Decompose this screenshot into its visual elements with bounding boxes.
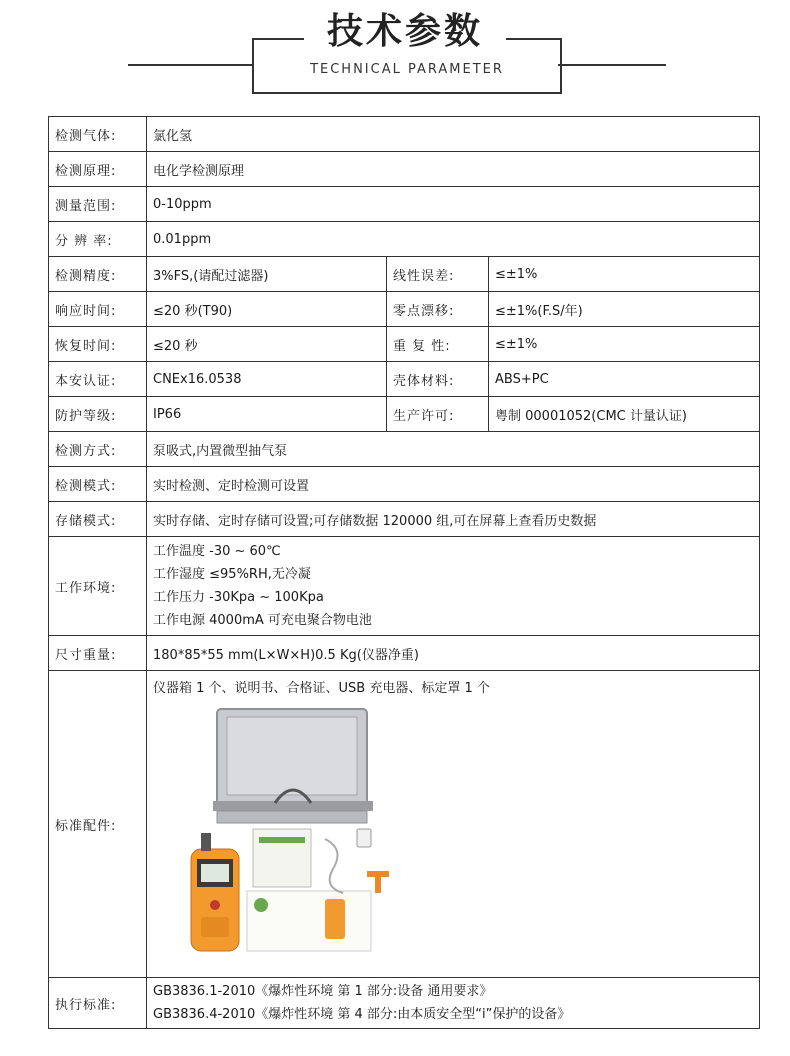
row-label-2: 壳体材料:	[387, 362, 489, 397]
accessories-cell	[147, 671, 759, 965]
row-label: 执行标准:	[49, 978, 147, 1029]
header-frame-top-left	[252, 38, 304, 40]
accessories-text: 仪器箱 1 个、说明书、合格证、USB 充电器、标定罩 1 个	[153, 681, 490, 696]
row-label: 标准配件:	[49, 671, 147, 978]
row-value-2: ≤±1%	[489, 257, 760, 292]
row-value: 0.01ppm	[147, 222, 760, 257]
usb-cable	[325, 839, 343, 893]
row-label: 恢复时间:	[49, 327, 147, 362]
product-photo	[177, 699, 537, 959]
row-value: IP66	[147, 397, 387, 432]
row-label: 检测模式:	[49, 467, 147, 502]
row-label: 检测精度:	[49, 257, 147, 292]
row-label: 尺寸重量:	[49, 636, 147, 671]
standard-line: GB3836.1-2010《爆炸性环境 第 1 部分:设备 通用要求》	[153, 984, 493, 999]
standard-line: GB3836.4-2010《爆炸性环境 第 4 部分:由本质安全型“i”保护的设备》	[153, 1007, 571, 1022]
table-row-standards	[49, 978, 760, 1029]
instrument-inlet	[201, 833, 211, 851]
instrument-display	[201, 864, 229, 882]
row-value: 实时存储、定时存储可设置;可存储数据 120000 组,可在屏幕上查看历史数据	[147, 502, 760, 537]
row-value	[147, 537, 760, 636]
row-label: 防护等级:	[49, 397, 147, 432]
row-label: 检测气体:	[49, 117, 147, 152]
table-row-storage	[49, 502, 760, 537]
table-row-mode	[49, 467, 760, 502]
row-label: 分 辨 率:	[49, 222, 147, 257]
page-subtitle: TECHNICAL PARAMETER	[310, 62, 504, 77]
row-label: 工作环境:	[49, 537, 147, 636]
row-value: 180*85*55 mm(L×W×H)0.5 Kg(仪器净重)	[147, 636, 760, 671]
env-line: 工作压力 -30Kpa ~ 100Kpa	[153, 590, 324, 605]
table-row-safety	[49, 362, 760, 397]
row-value-2: ABS+PC	[489, 362, 760, 397]
header-rule-right	[558, 64, 666, 66]
table-row-size	[49, 636, 760, 671]
row-label-2: 重 复 性:	[387, 327, 489, 362]
row-label-2: 生产许可:	[387, 397, 489, 432]
page-title: 技术参数	[326, 11, 483, 52]
table-row-principle	[49, 152, 760, 187]
row-label: 检测原理:	[49, 152, 147, 187]
table-row-range	[49, 187, 760, 222]
table-row-accuracy	[49, 257, 760, 292]
table-row-gas	[49, 117, 760, 152]
calibration-cap	[367, 871, 389, 893]
row-value: 电化学检测原理	[147, 152, 760, 187]
table-row-method	[49, 432, 760, 467]
section-header	[0, 0, 790, 100]
row-value: 0-10ppm	[147, 187, 760, 222]
spec-table	[48, 116, 760, 1029]
row-value-2: ≤±1%	[489, 327, 760, 362]
instrument-button	[210, 900, 220, 910]
row-label-2: 线性误差:	[387, 257, 489, 292]
certificate-header	[259, 837, 305, 843]
row-value: 3%FS,(请配过滤器)	[147, 257, 387, 292]
table-row-resolution	[49, 222, 760, 257]
table-row-protection	[49, 397, 760, 432]
row-label: 本安认证:	[49, 362, 147, 397]
row-value-2: 粤制 00001052(CMC 计量认证)	[489, 397, 760, 432]
row-value: 泵吸式,内置微型抽气泵	[147, 432, 760, 467]
manual-instrument-image	[325, 899, 345, 939]
table-row-environment	[49, 537, 760, 636]
row-label-2: 零点漂移:	[387, 292, 489, 327]
table-row-recovery	[49, 327, 760, 362]
header-rule-left	[128, 64, 252, 66]
row-label: 存储模式:	[49, 502, 147, 537]
row-value: 氯化氢	[147, 117, 760, 152]
row-value	[147, 671, 760, 978]
table-row-response	[49, 292, 760, 327]
instrument-keypad	[201, 917, 229, 937]
case-lid-panel	[227, 717, 357, 795]
env-line: 工作湿度 ≤95%RH,无冷凝	[153, 567, 311, 582]
case-base	[217, 811, 367, 823]
manual-logo	[254, 898, 268, 912]
env-line: 工作温度 -30 ~ 60℃	[153, 544, 281, 559]
row-label: 检测方式:	[49, 432, 147, 467]
table-row-accessories	[49, 671, 760, 978]
env-line: 工作电源 4000mA 可充电聚合物电池	[153, 613, 372, 628]
row-label: 测量范围:	[49, 187, 147, 222]
row-label: 响应时间:	[49, 292, 147, 327]
header-frame-top-right	[506, 38, 560, 40]
row-value	[147, 978, 760, 1029]
row-value: ≤20 秒	[147, 327, 387, 362]
row-value: CNEx16.0538	[147, 362, 387, 397]
case-hinge	[213, 801, 373, 811]
row-value-2: ≤±1%(F.S/年)	[489, 292, 760, 327]
usb-charger	[357, 829, 371, 847]
row-value: ≤20 秒(T90)	[147, 292, 387, 327]
row-value: 实时检测、定时检测可设置	[147, 467, 760, 502]
